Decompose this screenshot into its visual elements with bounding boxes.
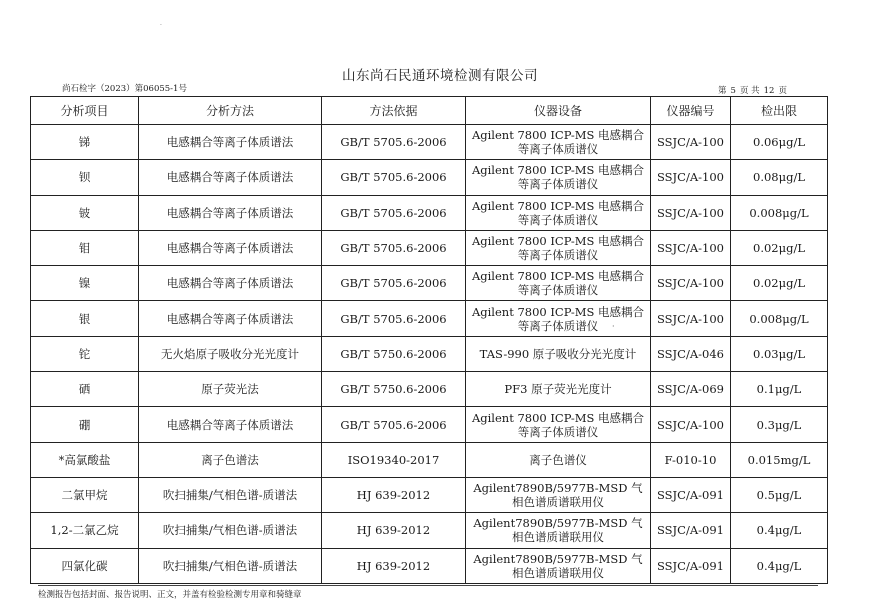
cell-limit: 0.03μg/L <box>731 336 828 371</box>
cell-instrument-no: SSJC/A-100 <box>651 230 731 265</box>
cell-basis: ISO19340-2017 <box>322 442 466 477</box>
cell-basis: GB/T 5705.6-2006 <box>322 160 466 195</box>
table-row <box>31 548 828 583</box>
cell-basis: GB/T 5705.6-2006 <box>322 266 466 301</box>
cell-basis: GB/T 5750.6-2006 <box>322 372 466 407</box>
scan-speck: · <box>612 322 615 331</box>
table-row <box>31 230 828 265</box>
cell-basis: HJ 639-2012 <box>322 513 466 548</box>
cell-method: 电感耦合等离子体质谱法 <box>139 407 322 442</box>
cell-limit: 0.008μg/L <box>731 195 828 230</box>
cell-instrument: TAS-990 原子吸收分光光度计 <box>466 336 651 371</box>
cell-item: 锑 <box>31 125 139 160</box>
cell-instrument: Agilent 7800 ICP-MS 电感耦合等离子体质谱仪 <box>466 266 651 301</box>
header-instrument: 仪器设备 <box>466 97 651 125</box>
cell-method: 吹扫捕集/气相色谱-质谱法 <box>139 477 322 512</box>
cell-method: 电感耦合等离子体质谱法 <box>139 195 322 230</box>
page-prefix: 第 <box>718 86 727 96</box>
cell-item: 钼 <box>31 230 139 265</box>
cell-instrument-no: SSJC/A-091 <box>651 548 731 583</box>
cell-instrument-no: SSJC/A-100 <box>651 125 731 160</box>
cell-basis: HJ 639-2012 <box>322 548 466 583</box>
cell-instrument-no: SSJC/A-091 <box>651 513 731 548</box>
cell-item: 钡 <box>31 160 139 195</box>
table-row <box>31 513 828 548</box>
table-row <box>31 195 828 230</box>
cell-instrument-no: SSJC/A-100 <box>651 160 731 195</box>
table-row <box>31 372 828 407</box>
header-method: 分析方法 <box>139 97 322 125</box>
cell-instrument-no: SSJC/A-100 <box>651 195 731 230</box>
cell-limit: 0.015mg/L <box>731 442 828 477</box>
table-row <box>31 336 828 371</box>
page-current: 5 <box>730 86 736 96</box>
cell-instrument-no: SSJC/A-091 <box>651 477 731 512</box>
cell-limit: 0.02μg/L <box>731 266 828 301</box>
cell-method: 无火焰原子吸收分光光度计 <box>139 336 322 371</box>
cell-limit: 0.3μg/L <box>731 407 828 442</box>
cell-instrument: Agilent 7800 ICP-MS 电感耦合等离子体质谱仪 <box>466 230 651 265</box>
table-row <box>31 442 828 477</box>
table-row <box>31 301 828 336</box>
header-limit: 检出限 <box>731 97 828 125</box>
cell-item: 四氯化碳 <box>31 548 139 583</box>
cell-method: 电感耦合等离子体质谱法 <box>139 230 322 265</box>
cell-method: 吹扫捕集/气相色谱-质谱法 <box>139 513 322 548</box>
cell-instrument-no: SSJC/A-100 <box>651 301 731 336</box>
cell-limit: 0.4μg/L <box>731 513 828 548</box>
table-row <box>31 407 828 442</box>
cell-method: 电感耦合等离子体质谱法 <box>139 125 322 160</box>
cell-item: 二氯甲烷 <box>31 477 139 512</box>
page-number <box>716 84 789 96</box>
page-total: 12 <box>763 86 775 96</box>
cell-instrument-no: F-010-10 <box>651 442 731 477</box>
cell-limit: 0.02μg/L <box>731 230 828 265</box>
header-item: 分析项目 <box>31 97 139 125</box>
cell-method: 电感耦合等离子体质谱法 <box>139 266 322 301</box>
cell-limit: 0.1μg/L <box>731 372 828 407</box>
analysis-table <box>30 96 828 584</box>
cell-item: *高氯酸盐 <box>31 442 139 477</box>
cell-limit: 0.06μg/L <box>731 125 828 160</box>
cell-basis: HJ 639-2012 <box>322 477 466 512</box>
cell-item: 1,2-二氯乙烷 <box>31 513 139 548</box>
table-row <box>31 160 828 195</box>
cell-method: 电感耦合等离子体质谱法 <box>139 160 322 195</box>
cell-instrument: 离子色谱仪 <box>466 442 651 477</box>
cell-item: 铍 <box>31 195 139 230</box>
table-row <box>31 477 828 512</box>
cell-limit: 0.008μg/L <box>731 301 828 336</box>
cell-instrument: Agilent 7800 ICP-MS 电感耦合等离子体质谱仪 <box>466 160 651 195</box>
cell-instrument-no: SSJC/A-069 <box>651 372 731 407</box>
cell-limit: 0.4μg/L <box>731 548 828 583</box>
table-row <box>31 266 828 301</box>
cell-instrument: Agilent7890B/5977B-MSD 气相色谱质谱联用仪 <box>466 548 651 583</box>
table-row <box>31 125 828 160</box>
cell-item: 铊 <box>31 336 139 371</box>
cell-instrument-no: SSJC/A-100 <box>651 407 731 442</box>
cell-item: 硒 <box>31 372 139 407</box>
cell-instrument: Agilent 7800 ICP-MS 电感耦合等离子体质谱仪 <box>466 125 651 160</box>
header-basis: 方法依据 <box>322 97 466 125</box>
cell-item: 银 <box>31 301 139 336</box>
header-instrument-no: 仪器编号 <box>651 97 731 125</box>
company-title: 山东尚石民通环境检测有限公司 <box>342 68 538 84</box>
cell-method: 原子荧光法 <box>139 372 322 407</box>
cell-basis: GB/T 5750.6-2006 <box>322 336 466 371</box>
cell-method: 离子色谱法 <box>139 442 322 477</box>
cell-instrument: PF3 原子荧光光度计 <box>466 372 651 407</box>
cell-limit: 0.08μg/L <box>731 160 828 195</box>
page-mid: 页 共 <box>739 86 760 96</box>
table-body <box>31 125 828 584</box>
cell-instrument: Agilent 7800 ICP-MS 电感耦合等离子体质谱仪 <box>466 407 651 442</box>
cell-instrument-no: SSJC/A-100 <box>651 266 731 301</box>
cell-basis: GB/T 5705.6-2006 <box>322 301 466 336</box>
cell-method: 电感耦合等离子体质谱法 <box>139 301 322 336</box>
report-number: 尚石检字（2023）第06055-1号 <box>62 84 187 94</box>
cell-item: 硼 <box>31 407 139 442</box>
cell-item: 镍 <box>31 266 139 301</box>
cell-limit: 0.5μg/L <box>731 477 828 512</box>
scan-mark: · <box>160 22 162 29</box>
cell-basis: GB/T 5705.6-2006 <box>322 195 466 230</box>
cell-instrument: Agilent 7800 ICP-MS 电感耦合等离子体质谱仪 <box>466 301 651 336</box>
cell-instrument-no: SSJC/A-046 <box>651 336 731 371</box>
cell-instrument: Agilent 7800 ICP-MS 电感耦合等离子体质谱仪 <box>466 195 651 230</box>
page-suffix: 页 <box>778 86 787 96</box>
footer-note: 检测报告包括封面、报告说明、正文，并盖有检验检测专用章和骑缝章 <box>38 585 818 600</box>
cell-instrument: Agilent7890B/5977B-MSD 气相色谱质谱联用仪 <box>466 513 651 548</box>
cell-basis: GB/T 5705.6-2006 <box>322 230 466 265</box>
cell-basis: GB/T 5705.6-2006 <box>322 407 466 442</box>
cell-method: 吹扫捕集/气相色谱-质谱法 <box>139 548 322 583</box>
cell-basis: GB/T 5705.6-2006 <box>322 125 466 160</box>
cell-instrument: Agilent7890B/5977B-MSD 气相色谱质谱联用仪 <box>466 477 651 512</box>
table-header-row <box>31 97 828 125</box>
